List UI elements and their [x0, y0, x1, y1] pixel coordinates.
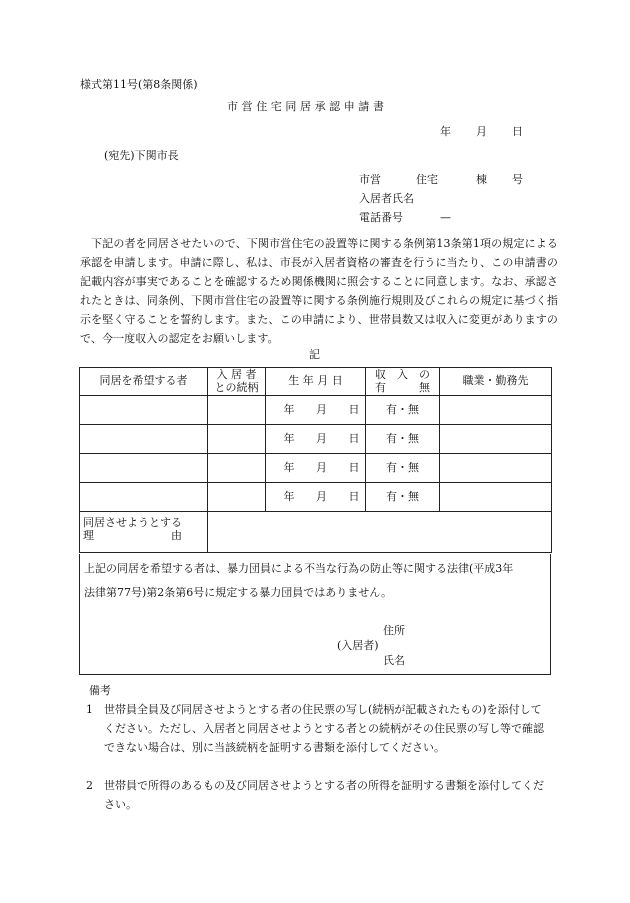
name-cell[interactable] — [80, 396, 208, 425]
header-income-line1: 収 入 の — [375, 367, 430, 381]
income-cell[interactable]: 有・無 — [366, 425, 440, 454]
job-cell[interactable] — [440, 425, 552, 454]
note-item — [86, 700, 549, 757]
declaration-line1: 上記の同居を希望する者は、暴力団員による不当な行為の防止等に関する法律(平成3年 — [84, 562, 514, 575]
phone-label: 電話番号 — [359, 211, 403, 224]
declaration-line2: 法律第77号)第2条第6号に規定する暴力団員ではありません。 — [84, 586, 392, 599]
header-name: 同居を希望する者 — [80, 368, 208, 396]
table-header-row — [80, 368, 552, 396]
declarant-address-label: 住所 — [383, 624, 405, 637]
note-text: 世帯員で所得のあるもの及び同居させようとする者の所得を証明する書類を添付してください。 — [104, 779, 544, 811]
date-year: 年 — [440, 125, 451, 138]
intro-paragraph — [80, 234, 558, 348]
note-number: 1 — [86, 703, 93, 716]
reason-row — [80, 512, 552, 553]
reason-label-line1: 同居させようとする — [83, 516, 182, 529]
birth-month-label: 月 — [316, 402, 327, 416]
date-month: 月 — [476, 125, 487, 138]
table-row — [80, 396, 552, 425]
table-row — [80, 454, 552, 483]
birthdate-cell[interactable] — [266, 425, 366, 454]
declarant-name-label: 氏名 — [383, 654, 405, 667]
income-cell[interactable]: 有・無 — [366, 454, 440, 483]
relation-cell[interactable] — [208, 483, 266, 512]
birthdate-cell[interactable] — [266, 396, 366, 425]
job-cell[interactable] — [440, 483, 552, 512]
header-relation-line1: 入 居 者 — [216, 367, 257, 381]
declarant-role-label: (入居者) — [337, 639, 379, 652]
building-label: 棟 — [476, 173, 487, 186]
resident-name-label: 入居者氏名 — [359, 192, 414, 205]
name-cell[interactable] — [80, 425, 208, 454]
reason-label-cell — [80, 512, 208, 553]
birth-year-label: 年 — [283, 489, 295, 503]
relation-cell[interactable] — [208, 396, 266, 425]
note-item — [86, 776, 549, 814]
birth-day-label: 日 — [348, 431, 360, 445]
room-label: 号 — [512, 173, 523, 186]
job-cell[interactable] — [440, 454, 552, 483]
ki-label: 記 — [309, 348, 320, 361]
notes-title: 備考 — [89, 684, 111, 697]
date-day: 日 — [512, 125, 523, 138]
cohabitant-table — [79, 367, 552, 553]
note-number: 2 — [86, 779, 93, 792]
income-cell[interactable]: 有・無 — [366, 483, 440, 512]
table-row — [80, 425, 552, 454]
birth-month-label: 月 — [316, 431, 327, 445]
housing-suffix: 住宅 — [416, 173, 438, 186]
birth-year-label: 年 — [283, 402, 295, 416]
birth-day-label: 日 — [348, 460, 360, 474]
reason-input-cell[interactable] — [208, 512, 552, 553]
phone-dash: — — [440, 211, 451, 224]
birth-day-label: 日 — [348, 402, 360, 416]
birth-month-label: 月 — [316, 460, 327, 474]
header-birth: 生 年 月 日 — [266, 368, 366, 396]
header-income — [366, 368, 440, 396]
reason-label-line2: 理 由 — [83, 528, 182, 542]
birth-day-label: 日 — [348, 489, 360, 503]
header-relation-line2: との続柄 — [214, 380, 259, 394]
name-cell[interactable] — [80, 483, 208, 512]
form-number: 様式第11号(第8条関係) — [80, 78, 198, 91]
relation-cell[interactable] — [208, 454, 266, 483]
birth-year-label: 年 — [283, 431, 295, 445]
name-cell[interactable] — [80, 454, 208, 483]
intro-text: 下記の者を同居させたいので、下関市営住宅の設置等に関する条例第13条第1項の規定による承認を申請します。申請に際し、私は、市長が入居者資格の審査を行うに当たり、この申請書の記載内容が事実であることを確認するため関係機関に照会することに同意します。なお、承認されたときは、同条例、下関市営住宅の設置等に関する条例施行規則及びこれらの規定に基づく指示を堅く守ることを誓約します。また、この申請により、世帯員数又は収入に変更がありますので、今一度収入の認定をお願いします。 — [80, 237, 558, 345]
income-cell[interactable]: 有・無 — [366, 396, 440, 425]
table-row — [80, 483, 552, 512]
birth-year-label: 年 — [283, 460, 295, 474]
addressee: (宛先)下関市長 — [104, 149, 179, 162]
birthdate-cell[interactable] — [266, 483, 366, 512]
header-job: 職業・勤務先 — [440, 368, 552, 396]
housing-label: 市営 — [359, 173, 381, 186]
job-cell[interactable] — [440, 396, 552, 425]
header-relation — [208, 368, 266, 396]
header-income-line2: 有 無 — [375, 380, 430, 394]
birth-month-label: 月 — [316, 489, 327, 503]
document-title: 市営住宅同居承認申請書 — [227, 100, 388, 113]
birthdate-cell[interactable] — [266, 454, 366, 483]
note-text: 世帯員全員及び同居させようとする者の住民票の写し(続柄が記載されたもの)を添付してください。ただし、入居者と同居させようとする者との続柄がその住民票の写し等で確認できない場合は、別に当該続柄を証明する書類を添付してください。 — [104, 703, 544, 754]
relation-cell[interactable] — [208, 425, 266, 454]
